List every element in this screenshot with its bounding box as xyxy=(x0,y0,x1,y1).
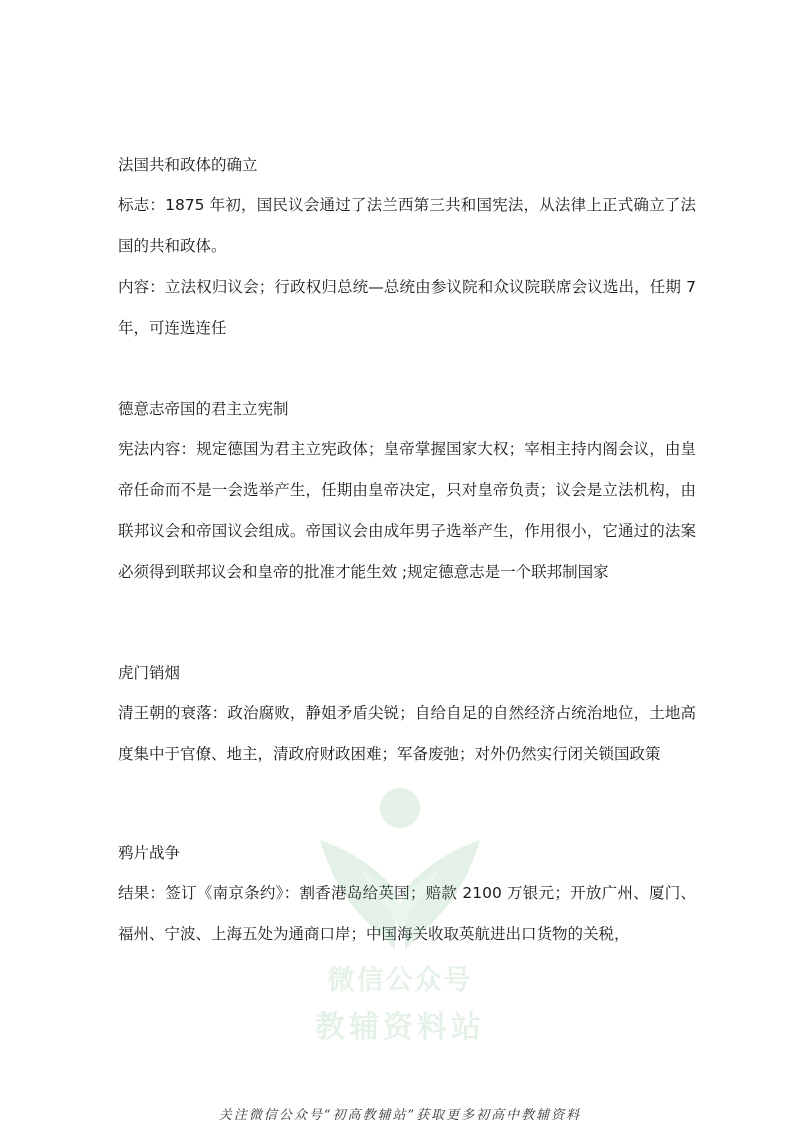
watermark-line-2: 教辅资料站 xyxy=(315,1010,485,1045)
section-spacer xyxy=(118,593,696,653)
footer-note: 关注微信公众号“初高教辅站”获取更多初高中教辅资料 xyxy=(218,1108,582,1123)
section-title: 虎门销烟 xyxy=(118,664,181,682)
section-spacer xyxy=(118,349,696,389)
watermark-line-1: 微信公众号 xyxy=(327,965,473,996)
section-title: 法国共和政体的确立 xyxy=(118,156,258,174)
paragraph: 结果：签订《南京条约》：割香港岛给英国；赔款 2100 万银元；开放广州、厦门、福州、宁波、上海五处为通商口岸；中国海关收取英航进出口货物的关税， xyxy=(118,884,696,943)
section-title: 德意志帝国的君主立宪制 xyxy=(118,400,289,418)
paragraph: 标志：1875 年初，国民议会通过了法兰西第三共和国宪法，从法律上正式确立了法国的共和政体。 xyxy=(118,196,696,255)
paragraph: 宪法内容：规定德国为君主立宪政体；皇帝掌握国家大权；宰相主持内阁会议，由皇帝任命而不是一会选举产生，任期由皇帝决定，只对皇帝负责；议会是立法机构，由联邦议会和帝国议会组成。帝国议会由成年男子选举产生，作用很小，它通过的法案必须得到联邦议会和皇帝的批准才能生效 ;规定德意志是一个联邦制国家 xyxy=(118,440,696,581)
paragraph: 清王朝的衰落：政治腐败，静姐矛盾尖锐；自给自足的自然经济占统治地位，土地高度集中于官僚、地主，清政府财政困难；军备废弛；对外仍然实行闭关锁国政策 xyxy=(118,704,696,763)
document-body xyxy=(118,145,696,955)
paragraph: 内容：立法权归议会；行政权归总统—总统由参议院和众议院联席会议选出，任期 7 年，可连选连任 xyxy=(118,278,696,337)
section-spacer xyxy=(118,775,696,833)
section-title: 鸦片战争 xyxy=(118,844,181,862)
